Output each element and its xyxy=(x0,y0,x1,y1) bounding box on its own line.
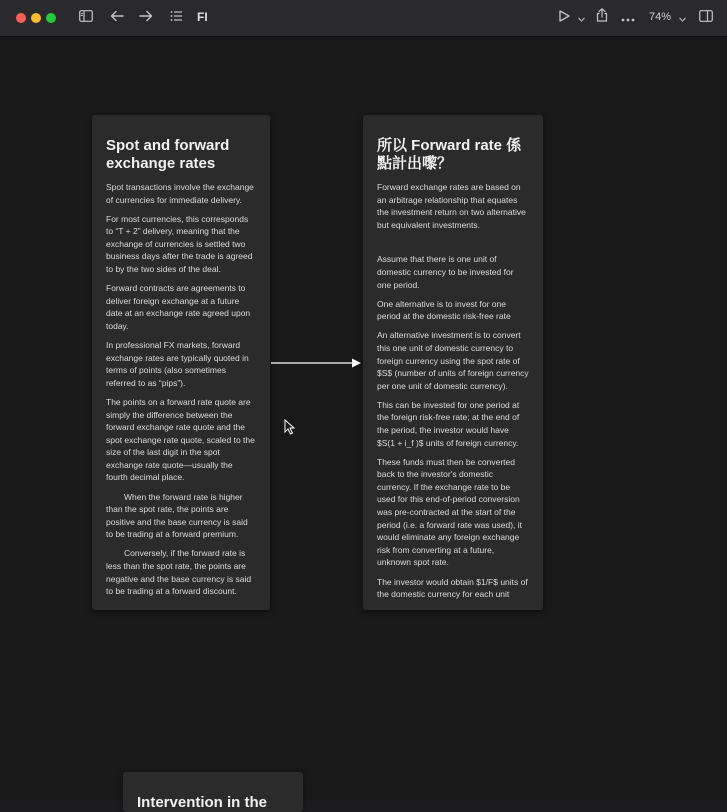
zoom-level[interactable]: 74% xyxy=(649,11,672,23)
minimize-window-button[interactable] xyxy=(31,13,41,23)
more-icon[interactable] xyxy=(620,8,636,28)
connector-arrow-icon[interactable] xyxy=(268,356,364,370)
play-icon[interactable] xyxy=(557,8,571,28)
zoom-chevron-down-icon[interactable] xyxy=(677,8,687,28)
card-forward-rate[interactable] xyxy=(363,115,543,610)
card-paragraph: In professional FX markets, forward exchange rates are typically quoted in terms of points (also sometimes referred to as “pips”). xyxy=(106,340,249,388)
card-intervention[interactable] xyxy=(123,772,303,812)
card-paragraph: Forward exchange rates are based on an arbitrage relationship that equates the investment return on two alternative but equivalent investments. xyxy=(377,182,526,230)
card-spot-forward[interactable] xyxy=(92,115,270,610)
card-paragraph: One alternative is to invest for one period at the domestic risk-free rate xyxy=(377,298,511,322)
share-icon[interactable] xyxy=(594,8,610,28)
toolbar xyxy=(0,0,727,37)
chevron-down-icon[interactable] xyxy=(576,8,586,28)
card-paragraph: Spot transactions involve the exchange of currencies for immediate delivery. xyxy=(106,182,254,205)
document-title: FI xyxy=(197,10,208,24)
card-paragraph: Forward contracts are agreements to deliver foreign exchange at a future date at an exchange rate agreed upon today. xyxy=(106,283,251,331)
back-arrow-icon[interactable] xyxy=(109,8,125,28)
card-paragraph: The points on a forward rate quote are simply the difference between the forward exchange rate quote and the spot exchange rate quote, scaled to the size of the last digit in the spot exchange rate quote—usually the fourth decimal place. xyxy=(106,396,255,483)
card-paragraph: Conversely, if the forward rate is less than the spot rate, the points are negative and the base currency is said to be trading at a forward discount. xyxy=(106,548,252,597)
forward-arrow-icon[interactable] xyxy=(138,8,154,28)
card-title: Spot and forward exchange rates xyxy=(106,137,230,172)
panel-icon[interactable] xyxy=(698,8,714,28)
card-paragraph: For most currencies, this corresponds to “T + 2” delivery, meaning that the exchange of currencies is settled two business days after the trade is agreed to by the two sides of the deal. xyxy=(106,213,253,275)
card-title: Intervention in the xyxy=(137,794,268,811)
card-paragraph: The investor would obtain $1/F$ units of the domestic currency for each unit xyxy=(377,576,528,600)
sidebar-icon[interactable] xyxy=(78,8,94,28)
card-paragraph: This can be invested for one period at the foreign risk-free rate; at the end of the period, the investor would have $S(1 + i_f )$ units of foreign currency. xyxy=(377,399,520,448)
card-paragraph: When the forward rate is higher than the spot rate, the points are positive and the base currency is said to be trading at a forward premium. xyxy=(106,491,248,540)
card-paragraph: An alternative investment is to convert this one unit of domestic currency to foreign currency using the spot rate of $S$ (number of units of foreign currency per one unit of domestic currency). xyxy=(377,330,529,391)
zoom-window-button[interactable] xyxy=(46,13,56,23)
list-icon[interactable] xyxy=(168,8,184,28)
card-title: 所以 Forward rate 係點計出嚟？ xyxy=(377,137,522,172)
card-paragraph: These funds must then be converted back to the investor's domestic currency. If the exchange rate to be used for this end-of-period conversion was pre-contracted at the start of the period (i.e. a forward rate was used), it would eliminate any foreign exchange risk from converting at a future, unknown spot rate. xyxy=(377,456,523,568)
card-paragraph: Assume that there is one unit of domestic currency to be invested for one period. xyxy=(377,254,514,290)
board-canvas[interactable] xyxy=(0,37,727,811)
close-window-button[interactable] xyxy=(16,13,26,23)
mouse-cursor-icon xyxy=(284,419,296,435)
